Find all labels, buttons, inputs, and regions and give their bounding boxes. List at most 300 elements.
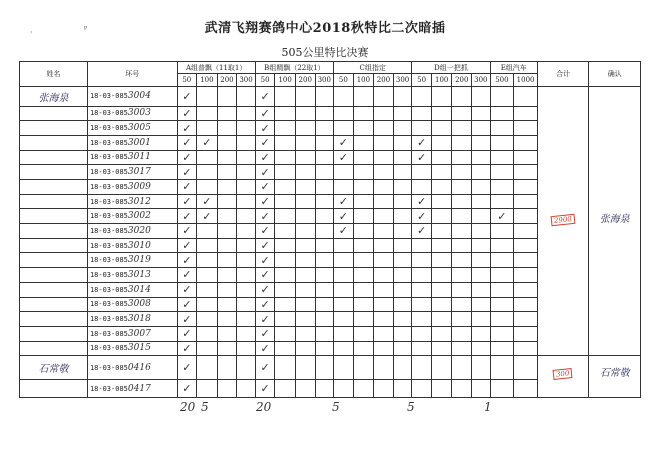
cell-c300 (393, 180, 412, 195)
cell-d300 (472, 194, 491, 209)
ring-suffix: 3008 (127, 299, 151, 310)
cell-a200 (217, 282, 237, 297)
cell-b200 (295, 135, 315, 150)
cell-b100 (275, 253, 296, 268)
cell-d100 (431, 87, 452, 107)
owner-name (20, 282, 88, 297)
checkmark-icon: ✓ (260, 180, 270, 194)
cell-c300 (393, 135, 412, 150)
checkmark-icon: ✓ (260, 341, 270, 355)
cell-b200 (295, 253, 315, 268)
cell-c300 (393, 326, 412, 341)
cell-c50 (334, 135, 354, 150)
cell-c300 (393, 356, 412, 380)
cell-d50 (412, 312, 432, 327)
cell-b100 (275, 135, 296, 150)
cell-b100 (275, 121, 296, 136)
cell-c200 (374, 238, 394, 253)
cell-c50 (334, 106, 354, 121)
cell-b200 (295, 165, 315, 180)
cell-a300 (237, 106, 256, 121)
cell-b50 (255, 106, 275, 121)
ring-suffix: 3020 (127, 225, 151, 236)
cell-c50 (334, 253, 354, 268)
cell-e1000 (514, 209, 538, 224)
ring-suffix: 3001 (127, 137, 151, 148)
cell-e1000 (514, 253, 538, 268)
ring-number (87, 238, 177, 253)
cell-c50 (334, 87, 354, 107)
cell-b50 (255, 312, 275, 327)
cell-b50 (255, 282, 275, 297)
ring-suffix: 3004 (127, 91, 151, 102)
cell-a100 (197, 282, 218, 297)
cell-d200 (452, 224, 472, 239)
cell-d100 (431, 380, 452, 398)
cell-d300 (472, 238, 491, 253)
cell-c200 (374, 121, 394, 136)
cell-d50 (412, 180, 432, 195)
cell-c200 (374, 106, 394, 121)
cell-c100 (353, 238, 374, 253)
cell-d200 (452, 253, 472, 268)
cell-d50 (412, 209, 432, 224)
cell-e1000 (514, 87, 538, 107)
cell-c200 (374, 297, 394, 312)
checkmark-icon: ✓ (338, 150, 348, 164)
cell-e1000 (514, 194, 538, 209)
cell-d300 (472, 121, 491, 136)
owner-name (20, 312, 88, 327)
cell-c200 (374, 180, 394, 195)
cell-c50 (334, 380, 354, 398)
ring-number (87, 253, 177, 268)
cell-e1000 (514, 356, 538, 380)
ring-number (87, 282, 177, 297)
cell-a100 (197, 87, 218, 107)
checkmark-icon: ✓ (182, 165, 192, 179)
ring-number (87, 150, 177, 165)
cell-a200 (217, 106, 237, 121)
cell-b50 (255, 150, 275, 165)
cell-c300 (393, 121, 412, 136)
cell-c50 (334, 209, 354, 224)
cell-c200 (374, 268, 394, 283)
cell-b300 (315, 106, 334, 121)
total-stamp: 300 (553, 368, 573, 380)
ring-number (87, 135, 177, 150)
cell-d100 (431, 180, 452, 195)
checkmark-icon: ✓ (182, 268, 192, 282)
checkmark-icon: ✓ (260, 209, 270, 223)
cell-c100 (353, 165, 374, 180)
column-total-a100: 5 (201, 400, 209, 414)
sub-b-300: 300 (315, 74, 334, 87)
cell-b300 (315, 150, 334, 165)
cell-d300 (472, 380, 491, 398)
cell-b50 (255, 356, 275, 380)
checkmark-icon: ✓ (182, 283, 192, 297)
cell-b50 (255, 341, 275, 356)
cell-e1000 (514, 180, 538, 195)
cell-c300 (393, 312, 412, 327)
checkmark-icon: ✓ (182, 382, 192, 396)
cell-d50 (412, 194, 432, 209)
ring-number (87, 180, 177, 195)
confirm-signature: 张海泉 (599, 214, 630, 226)
checkmark-icon: ✓ (260, 239, 270, 253)
cell-c200 (374, 326, 394, 341)
cell-b50 (255, 380, 275, 398)
cell-b200 (295, 341, 315, 356)
cell-b100 (275, 209, 296, 224)
checkmark-icon: ✓ (417, 136, 427, 150)
cell-c200 (374, 341, 394, 356)
cell-c100 (353, 341, 374, 356)
ring-prefix: 18-03-085 (89, 197, 128, 206)
cell-d200 (452, 180, 472, 195)
owner-name (20, 135, 88, 150)
cell-b100 (275, 282, 296, 297)
cell-c50 (334, 224, 354, 239)
cell-c300 (393, 238, 412, 253)
ring-suffix: 3005 (127, 123, 151, 134)
owner-name (20, 150, 88, 165)
ring-prefix: 18-03-085 (89, 241, 128, 250)
ring-number (87, 106, 177, 121)
sub-d-100: 100 (431, 74, 452, 87)
cell-e1000 (514, 282, 538, 297)
checkmark-icon: ✓ (182, 121, 192, 135)
cell-d200 (452, 326, 472, 341)
cell-a200 (217, 180, 237, 195)
cell-a200 (217, 341, 237, 356)
cell-e500 (490, 165, 514, 180)
cell-c300 (393, 209, 412, 224)
cell-e500 (490, 180, 514, 195)
cell-a50 (177, 150, 197, 165)
cell-a200 (217, 238, 237, 253)
cell-d300 (472, 326, 491, 341)
cell-b100 (275, 180, 296, 195)
sub-d-300: 300 (472, 74, 491, 87)
cell-b100 (275, 356, 296, 380)
cell-b50 (255, 180, 275, 195)
header-group-c: C组指定 (334, 62, 412, 74)
ring-prefix: 18-03-085 (89, 109, 128, 118)
column-total-b50: 20 (256, 400, 272, 414)
cell-b200 (295, 106, 315, 121)
sub-a-200: 200 (217, 74, 237, 87)
cell-a50 (177, 238, 197, 253)
checkmark-icon: ✓ (260, 312, 270, 326)
cell-c300 (393, 150, 412, 165)
cell-c200 (374, 356, 394, 380)
column-total-e500: 1 (484, 400, 492, 414)
cell-a100 (197, 253, 218, 268)
ring-number (87, 224, 177, 239)
cell-d100 (431, 194, 452, 209)
cell-a200 (217, 121, 237, 136)
owner-name (20, 209, 88, 224)
cell-d200 (452, 165, 472, 180)
cell-d300 (472, 312, 491, 327)
cell-d200 (452, 380, 472, 398)
cell-e500 (490, 135, 514, 150)
cell-d50 (412, 282, 432, 297)
cell-e1000 (514, 121, 538, 136)
cell-e1000 (514, 297, 538, 312)
ring-number (87, 194, 177, 209)
entry-sheet (19, 61, 641, 398)
cell-d50 (412, 326, 432, 341)
cell-e500 (490, 312, 514, 327)
cell-a100 (197, 268, 218, 283)
cell-a100 (197, 224, 218, 239)
cell-d100 (431, 282, 452, 297)
cell-d300 (472, 268, 491, 283)
cell-c100 (353, 87, 374, 107)
ring-prefix: 18-03-085 (89, 92, 128, 101)
sub-b-100: 100 (275, 74, 296, 87)
checkmark-icon: ✓ (417, 209, 427, 223)
sub-a-100: 100 (197, 74, 218, 87)
owner-name (20, 380, 88, 398)
cell-b100 (275, 238, 296, 253)
cell-c300 (393, 87, 412, 107)
sub-d-50: 50 (412, 74, 432, 87)
cell-d200 (452, 297, 472, 312)
sub-a-300: 300 (237, 74, 256, 87)
cell-d200 (452, 150, 472, 165)
cell-b100 (275, 341, 296, 356)
cell-c300 (393, 106, 412, 121)
ring-prefix: 18-03-085 (89, 315, 128, 324)
cell-c200 (374, 135, 394, 150)
cell-e1000 (514, 268, 538, 283)
ring-prefix: 18-03-085 (89, 256, 128, 265)
cell-e500 (490, 106, 514, 121)
cell-b300 (315, 268, 334, 283)
cell-b100 (275, 326, 296, 341)
ring-suffix: 3017 (127, 167, 151, 178)
cell-a300 (237, 312, 256, 327)
ring-suffix: 0417 (127, 383, 151, 394)
cell-d300 (472, 106, 491, 121)
checkmark-icon: ✓ (260, 361, 270, 375)
cell-c50 (334, 180, 354, 195)
cell-e1000 (514, 150, 538, 165)
cell-c300 (393, 253, 412, 268)
cell-a100 (197, 165, 218, 180)
cell-e1000 (514, 135, 538, 150)
cell-a300 (237, 253, 256, 268)
cell-b50 (255, 135, 275, 150)
ring-prefix: 18-03-085 (89, 285, 128, 294)
cell-c100 (353, 268, 374, 283)
cell-b100 (275, 224, 296, 239)
sub-a-50: 50 (177, 74, 197, 87)
cell-a50 (177, 326, 197, 341)
cell-e500 (490, 253, 514, 268)
cell-a300 (237, 150, 256, 165)
cell-e1000 (514, 341, 538, 356)
cell-e500 (490, 224, 514, 239)
cell-a50 (177, 135, 197, 150)
checkmark-icon: ✓ (260, 268, 270, 282)
cell-c200 (374, 380, 394, 398)
cell-c50 (334, 341, 354, 356)
cell-b300 (315, 238, 334, 253)
owner-name (20, 121, 88, 136)
cell-c300 (393, 165, 412, 180)
cell-b300 (315, 356, 334, 380)
entry-table (19, 61, 641, 398)
cell-b50 (255, 326, 275, 341)
cell-a50 (177, 297, 197, 312)
cell-b50 (255, 224, 275, 239)
checkmark-icon: ✓ (182, 327, 192, 341)
entry-rows (20, 87, 641, 398)
cell-d300 (472, 297, 491, 312)
cell-c100 (353, 253, 374, 268)
cell-d200 (452, 282, 472, 297)
ring-prefix: 18-03-085 (89, 182, 128, 191)
cell-e1000 (514, 238, 538, 253)
ring-prefix: 18-03-085 (89, 138, 128, 147)
cell-b100 (275, 106, 296, 121)
cell-b300 (315, 224, 334, 239)
cell-c300 (393, 282, 412, 297)
owner-name (20, 106, 88, 121)
cell-d50 (412, 135, 432, 150)
confirm-cell (589, 356, 641, 398)
ring-suffix: 3013 (127, 269, 151, 280)
sub-b-50: 50 (255, 74, 275, 87)
cell-c100 (353, 106, 374, 121)
sub-e-1000: 1000 (514, 74, 538, 87)
cell-d300 (472, 87, 491, 107)
cell-d200 (452, 312, 472, 327)
total-stamp: 2900 (551, 214, 576, 226)
cell-a300 (237, 282, 256, 297)
ring-suffix: 3010 (127, 240, 151, 251)
cell-d200 (452, 194, 472, 209)
cell-c200 (374, 165, 394, 180)
cell-a300 (237, 238, 256, 253)
checkmark-icon: ✓ (182, 253, 192, 267)
cell-a300 (237, 224, 256, 239)
cell-c200 (374, 253, 394, 268)
ring-number (87, 268, 177, 283)
column-total-d50: 5 (407, 400, 415, 414)
cell-d300 (472, 135, 491, 150)
cell-a200 (217, 135, 237, 150)
owner-name (20, 268, 88, 283)
document-subtitle: 505公里特比决赛 (281, 46, 369, 59)
cell-c200 (374, 282, 394, 297)
cell-b200 (295, 326, 315, 341)
cell-b300 (315, 380, 334, 398)
cell-d50 (412, 380, 432, 398)
checkmark-icon: ✓ (260, 106, 270, 120)
cell-e500 (490, 150, 514, 165)
checkmark-icon: ✓ (182, 209, 192, 223)
cell-e500 (490, 282, 514, 297)
cell-a50 (177, 380, 197, 398)
cell-d300 (472, 209, 491, 224)
cell-d100 (431, 356, 452, 380)
cell-d50 (412, 238, 432, 253)
cell-a100 (197, 341, 218, 356)
cell-e1000 (514, 312, 538, 327)
cell-a300 (237, 326, 256, 341)
checkmark-icon: ✓ (338, 209, 348, 223)
document-title: 武清飞翔赛鸽中心2018秋特比二次暗插 (204, 21, 446, 36)
cell-c100 (353, 356, 374, 380)
cell-a200 (217, 297, 237, 312)
cell-c50 (334, 194, 354, 209)
cell-c200 (374, 209, 394, 224)
ring-number (87, 121, 177, 136)
cell-b200 (295, 224, 315, 239)
cell-a50 (177, 87, 197, 107)
cell-d50 (412, 106, 432, 121)
header-group-e: E组汽车 (490, 62, 537, 74)
cell-a100 (197, 106, 218, 121)
checkmark-icon: ✓ (182, 312, 192, 326)
cell-b100 (275, 194, 296, 209)
ring-prefix: 18-03-085 (89, 384, 128, 393)
cell-a200 (217, 87, 237, 107)
cell-b200 (295, 238, 315, 253)
owner-name (20, 224, 88, 239)
cell-d300 (472, 150, 491, 165)
cell-b50 (255, 194, 275, 209)
cell-b300 (315, 341, 334, 356)
ring-suffix: 3003 (127, 108, 151, 119)
cell-b300 (315, 312, 334, 327)
ring-number (87, 356, 177, 380)
ring-number (87, 165, 177, 180)
ring-prefix: 18-03-085 (89, 270, 128, 279)
total-cell (537, 87, 588, 356)
owner-name (20, 253, 88, 268)
cell-a100 (197, 150, 218, 165)
cell-d200 (452, 135, 472, 150)
cell-c100 (353, 135, 374, 150)
cell-e1000 (514, 106, 538, 121)
cell-e500 (490, 341, 514, 356)
sub-c-300: 300 (393, 74, 412, 87)
cell-d100 (431, 209, 452, 224)
cell-a100 (197, 238, 218, 253)
cell-e500 (490, 268, 514, 283)
cell-a200 (217, 356, 237, 380)
cell-d100 (431, 297, 452, 312)
cell-a200 (217, 380, 237, 398)
owner-name: 张海泉 (20, 87, 88, 107)
owner-name (20, 326, 88, 341)
cell-b300 (315, 282, 334, 297)
cell-a300 (237, 297, 256, 312)
cell-d50 (412, 253, 432, 268)
cell-c100 (353, 312, 374, 327)
cell-b50 (255, 297, 275, 312)
cell-c50 (334, 326, 354, 341)
cell-a100 (197, 135, 218, 150)
ring-number (87, 209, 177, 224)
